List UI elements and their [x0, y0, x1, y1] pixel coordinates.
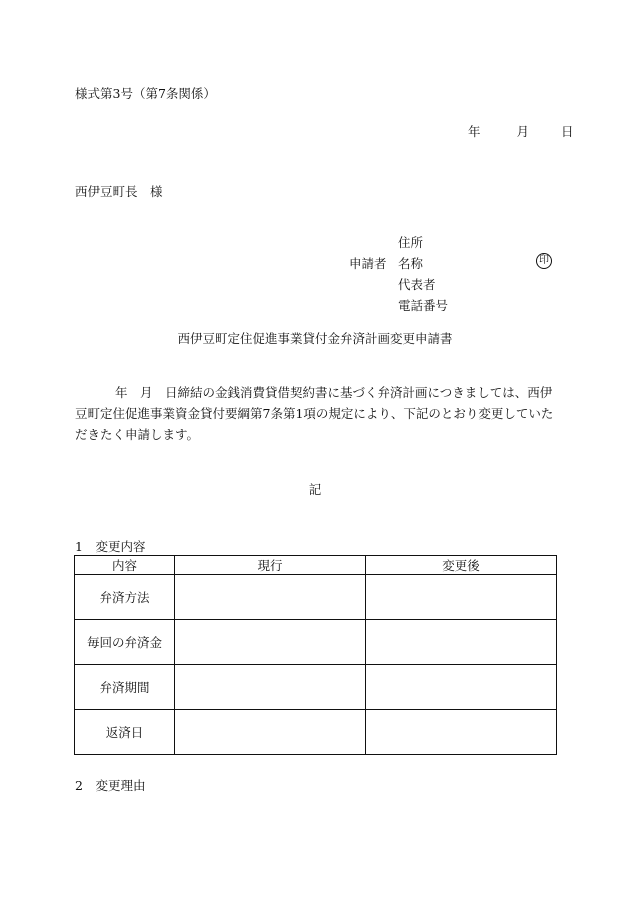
table-row — [75, 575, 557, 620]
date-day: 日 — [560, 124, 574, 139]
header-after: 変更後 — [366, 556, 557, 575]
current-cell — [175, 665, 366, 710]
form-number: 様式第3号（第7条関係） — [75, 86, 216, 101]
row-label: 毎回の弁済金 — [75, 620, 175, 665]
applicant-label: 申請者 — [349, 256, 387, 271]
table-row — [75, 710, 557, 755]
row-label: 返済日 — [75, 710, 175, 755]
after-cell — [366, 620, 557, 665]
document-title: 西伊豆町定住促進事業貸付金弁済計画変更申請書 — [177, 331, 453, 346]
after-cell — [366, 665, 557, 710]
applicant-name-label: 名称 — [398, 256, 424, 271]
applicant-representative-label: 代表者 — [398, 277, 436, 292]
current-cell — [175, 575, 366, 620]
current-cell — [175, 620, 366, 665]
applicant-phone-label: 電話番号 — [398, 298, 449, 313]
section-1-heading: 1 変更内容 — [75, 539, 146, 554]
after-cell — [366, 575, 557, 620]
row-label: 弁済方法 — [75, 575, 175, 620]
body-text: 年 月 日締結の金銭消費貸借契約書に基づく弁済計画につきましては、西伊豆町定住促進事業資金貸付要綱第7条第1項の規定により、下記のとおり変更していただきたく申請します。 — [75, 385, 554, 442]
addressee: 西伊豆町長 様 — [75, 184, 163, 199]
table-row — [75, 620, 557, 665]
change-table — [74, 555, 557, 755]
date-line — [468, 122, 573, 140]
section-2-heading: 2 変更理由 — [75, 778, 146, 793]
date-year: 年 — [468, 124, 481, 139]
applicant-address-label: 住所 — [398, 235, 424, 250]
table-row — [75, 665, 557, 710]
header-current: 現行 — [175, 556, 366, 575]
seal-mark: 印 — [536, 253, 552, 269]
table-header-row — [75, 556, 557, 575]
header-content: 内容 — [75, 556, 175, 575]
row-label: 弁済期間 — [75, 665, 175, 710]
current-cell — [175, 710, 366, 755]
after-cell — [366, 710, 557, 755]
ki-heading: 記 — [308, 482, 322, 497]
date-month: 月 — [516, 124, 529, 139]
